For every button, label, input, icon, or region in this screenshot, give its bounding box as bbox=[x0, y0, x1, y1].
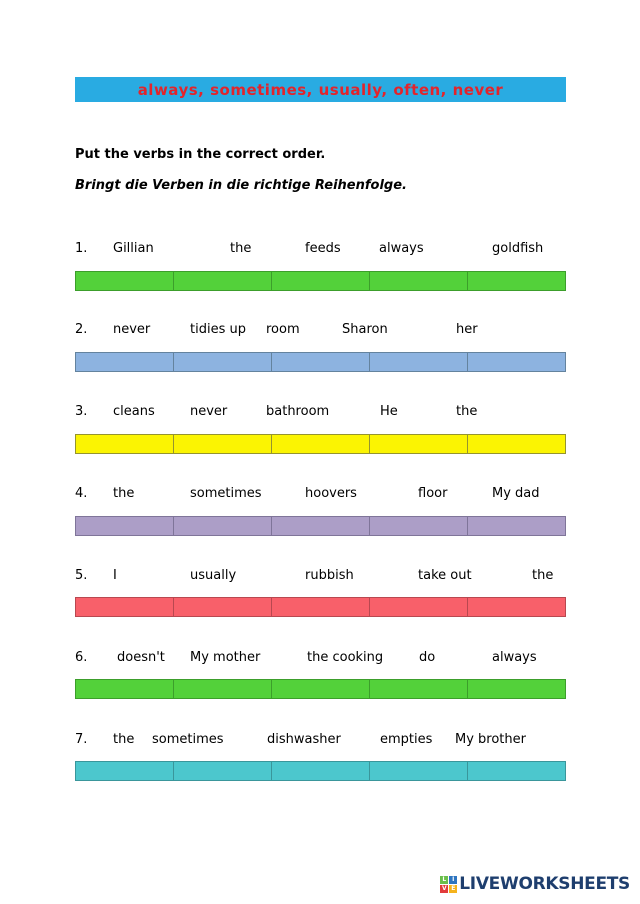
word-chip[interactable]: floor bbox=[418, 486, 448, 501]
answer-bar-4 bbox=[75, 516, 566, 536]
drop-cell[interactable] bbox=[467, 435, 565, 453]
drop-cell[interactable] bbox=[369, 762, 467, 780]
drop-cell[interactable] bbox=[76, 517, 173, 535]
word-chip[interactable]: He bbox=[380, 404, 398, 419]
drop-cell[interactable] bbox=[467, 272, 565, 290]
logo-cell-e: E bbox=[451, 884, 456, 892]
word-chip[interactable]: goldfish bbox=[492, 241, 544, 256]
brand-text: LIVEWORKSHEETS bbox=[459, 874, 630, 894]
drop-cell[interactable] bbox=[467, 517, 565, 535]
word-chip[interactable]: her bbox=[456, 322, 478, 337]
row-number: 4. bbox=[75, 486, 88, 501]
word-chip[interactable]: the bbox=[113, 486, 135, 501]
instruction-english: Put the verbs in the correct order. bbox=[75, 147, 326, 162]
header-bar bbox=[75, 77, 566, 102]
word-chip[interactable]: dishwasher bbox=[267, 732, 341, 747]
drop-cell[interactable] bbox=[76, 680, 173, 698]
liveworksheets-logo[interactable] bbox=[440, 874, 630, 894]
row-number: 5. bbox=[75, 568, 88, 583]
drop-cell[interactable] bbox=[173, 353, 271, 371]
answer-bar-2 bbox=[75, 352, 566, 372]
row-number: 2. bbox=[75, 322, 88, 337]
word-chip[interactable]: sometimes bbox=[152, 732, 224, 747]
word-chip[interactable]: the bbox=[230, 241, 252, 256]
row-number: 7. bbox=[75, 732, 88, 747]
drop-cell[interactable] bbox=[369, 680, 467, 698]
drop-cell[interactable] bbox=[369, 353, 467, 371]
logo-icon bbox=[440, 876, 457, 893]
answer-bar-6 bbox=[75, 679, 566, 699]
exercise-row-3-words bbox=[0, 404, 640, 422]
drop-cell[interactable] bbox=[271, 598, 369, 616]
row-number: 6. bbox=[75, 650, 88, 665]
drop-cell[interactable] bbox=[173, 435, 271, 453]
answer-bar-3 bbox=[75, 434, 566, 454]
word-chip[interactable]: I bbox=[113, 568, 117, 583]
page-title: always, sometimes, usually, often, never bbox=[137, 80, 504, 99]
word-chip[interactable]: room bbox=[266, 322, 300, 337]
drop-cell[interactable] bbox=[369, 435, 467, 453]
exercise-row-7-words bbox=[0, 732, 640, 750]
word-chip[interactable]: always bbox=[379, 241, 424, 256]
drop-cell[interactable] bbox=[369, 517, 467, 535]
drop-cell[interactable] bbox=[271, 517, 369, 535]
drop-cell[interactable] bbox=[76, 435, 173, 453]
drop-cell[interactable] bbox=[467, 353, 565, 371]
word-chip[interactable]: rubbish bbox=[305, 568, 354, 583]
answer-bar-7 bbox=[75, 761, 566, 781]
word-chip[interactable]: My brother bbox=[455, 732, 526, 747]
answer-bar-1 bbox=[75, 271, 566, 291]
word-chip[interactable]: My dad bbox=[492, 486, 540, 501]
word-chip[interactable]: tidies up bbox=[190, 322, 246, 337]
exercise-row-4-words bbox=[0, 486, 640, 504]
word-chip[interactable]: doesn't bbox=[117, 650, 165, 665]
word-chip[interactable]: the bbox=[113, 732, 135, 747]
word-chip[interactable]: do bbox=[419, 650, 436, 665]
exercise-row-6-words bbox=[0, 650, 640, 668]
word-chip[interactable]: cleans bbox=[113, 404, 155, 419]
drop-cell[interactable] bbox=[271, 435, 369, 453]
drop-cell[interactable] bbox=[173, 272, 271, 290]
drop-cell[interactable] bbox=[271, 272, 369, 290]
logo-cell-l: L bbox=[440, 876, 448, 884]
logo-cell-i: I bbox=[449, 876, 457, 884]
exercise-row-1-words bbox=[0, 241, 640, 259]
word-chip[interactable]: never bbox=[113, 322, 151, 337]
exercise-row-2-words bbox=[0, 322, 640, 340]
word-chip[interactable]: bathroom bbox=[266, 404, 330, 419]
row-number: 1. bbox=[75, 241, 88, 256]
drop-cell[interactable] bbox=[76, 598, 173, 616]
word-chip[interactable]: Sharon bbox=[342, 322, 388, 337]
drop-cell[interactable] bbox=[173, 762, 271, 780]
drop-cell[interactable] bbox=[173, 598, 271, 616]
word-chip[interactable]: the bbox=[456, 404, 478, 419]
drop-cell[interactable] bbox=[271, 762, 369, 780]
drop-cell[interactable] bbox=[173, 680, 271, 698]
exercise-row-5-words bbox=[0, 568, 640, 586]
drop-cell[interactable] bbox=[76, 762, 173, 780]
drop-cell[interactable] bbox=[467, 680, 565, 698]
word-chip[interactable]: always bbox=[492, 650, 537, 665]
drop-cell[interactable] bbox=[467, 598, 565, 616]
word-chip[interactable]: My mother bbox=[190, 650, 261, 665]
word-chip[interactable]: never bbox=[190, 404, 228, 419]
word-chip[interactable]: usually bbox=[190, 568, 237, 583]
drop-cell[interactable] bbox=[369, 598, 467, 616]
word-chip[interactable]: take out bbox=[418, 568, 472, 583]
logo-cell-v: V bbox=[441, 884, 447, 892]
drop-cell[interactable] bbox=[76, 272, 173, 290]
word-chip[interactable]: the cooking bbox=[307, 650, 384, 665]
word-chip[interactable]: feeds bbox=[305, 241, 341, 256]
drop-cell[interactable] bbox=[467, 762, 565, 780]
word-chip[interactable]: hoovers bbox=[305, 486, 357, 501]
drop-cell[interactable] bbox=[173, 517, 271, 535]
word-chip[interactable]: empties bbox=[380, 732, 433, 747]
word-chip[interactable]: the bbox=[532, 568, 554, 583]
drop-cell[interactable] bbox=[271, 680, 369, 698]
word-chip[interactable]: Gillian bbox=[113, 241, 154, 256]
drop-cell[interactable] bbox=[76, 353, 173, 371]
answer-bar-5 bbox=[75, 597, 566, 617]
drop-cell[interactable] bbox=[369, 272, 467, 290]
row-number: 3. bbox=[75, 404, 88, 419]
instruction-german: Bringt die Verben in die richtige Reihenfolge. bbox=[75, 178, 407, 193]
word-chip[interactable]: sometimes bbox=[190, 486, 262, 501]
drop-cell[interactable] bbox=[271, 353, 369, 371]
